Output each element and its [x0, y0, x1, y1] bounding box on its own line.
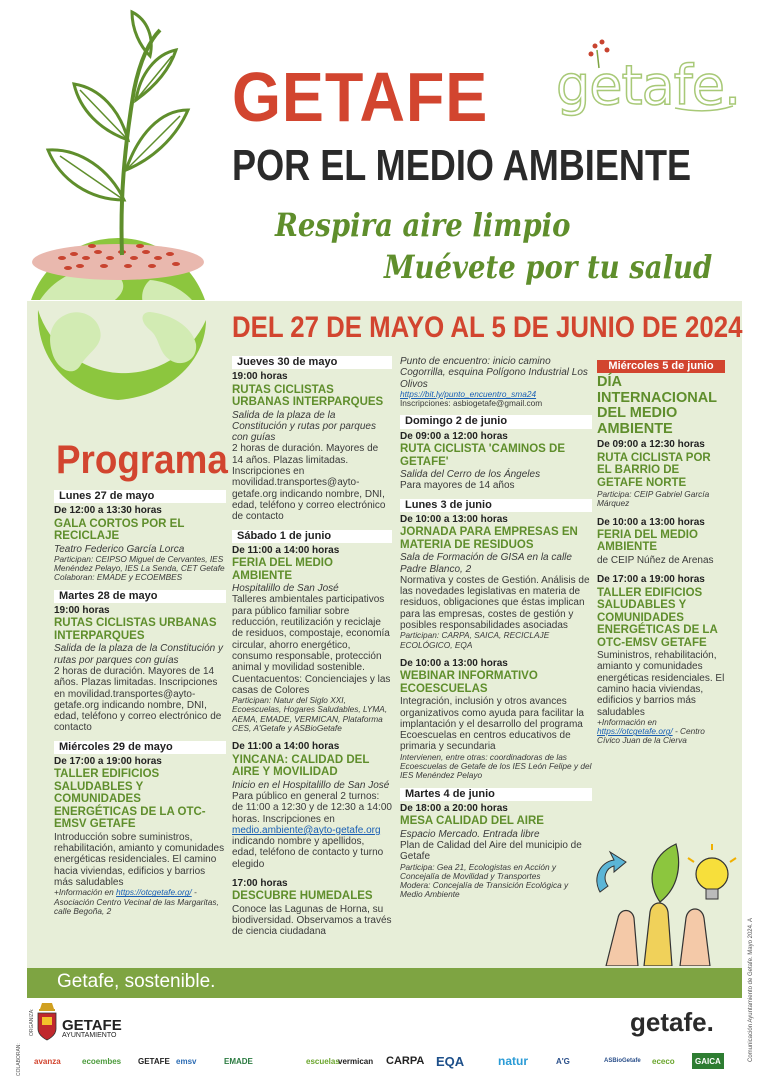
otc-link[interactable]: https://otcgetafe.org/: [597, 726, 673, 737]
spacer: [232, 733, 392, 739]
event-participants: Participa: CEIP Gabriel García Márquez: [597, 489, 710, 509]
event-description: 2 horas de duración. Mayores de 14 años. Plazas limitadas. Inscripciones en movilidad.transportes@ayto-getafe.org indicando nombre, DNI, edad, teléfono y correo electrónico de contacto: [54, 665, 222, 734]
event-description: Para mayores de 14 años: [400, 480, 515, 492]
sponsor-logo: escuelas: [306, 1056, 340, 1066]
brand-wordmark: getafe.: [556, 54, 741, 117]
credit-text: Comunicación Ayuntamiento de Getafe. Mayo 2024. A: [748, 918, 754, 1062]
info-prefix: +Información en: [54, 887, 117, 898]
event-info-link: [597, 727, 725, 746]
colaboran-label: COLABORAN:: [16, 1043, 22, 1076]
page-title: GETAFE: [232, 58, 489, 136]
event-title: FERIA DEL MEDIO AMBIENTE: [597, 528, 698, 554]
event-place: Hospitalillo de San José: [232, 583, 339, 595]
sponsor-logo: CARPA: [386, 1055, 425, 1067]
ayuntamiento-name: GETAFE: [62, 1017, 122, 1034]
event-place: Salida de la plaza de la Constitución y rutas por parques con guías: [54, 643, 223, 666]
slogan-line-2: Muévete por tu salud: [384, 248, 713, 286]
event-participants: Participan: CARPA, SAICA, RECICLAJE ECOLÓGICO, EQA: [400, 630, 550, 650]
program-column-1: [54, 490, 226, 916]
event-place: Sala de Formación de GISA en la calle Padre Blanco, 2: [400, 552, 572, 575]
event-description: Conoce las Lagunas de Horna, su biodiversidad. Observamos a través de ciencia ciudadana: [232, 903, 392, 938]
program-heading: Programa: [56, 438, 228, 482]
ayuntamiento-label: AYUNTAMIENTO: [62, 1032, 117, 1039]
spacer: [597, 566, 725, 572]
event-time: De 10:00 a 13:00 horas: [400, 657, 508, 669]
event-title: RUTA CICLISTA 'CAMINOS DE GETAFE': [400, 443, 566, 468]
event-title: RUTAS CICLISTAS URBANAS INTERPARQUES: [54, 617, 217, 642]
event-title: GALA CORTOS POR EL RECICLAJE: [54, 517, 185, 543]
event-description: Talleres ambientales participativos para público familiar sobre reducción, reutilización y reciclaje de residuos, compostaje, economía circular, ahorro energético, consumo responsable, protección animal y movilidad sostenible. Cuentacuentos: Concienciajes y las casas de Colores: [232, 594, 391, 696]
event-time: De 12:00 a 13:30 horas: [54, 505, 162, 517]
event-time: De 11:00 a 14:00 horas: [232, 741, 340, 753]
event-time: De 09:00 a 12:30 horas: [597, 439, 705, 451]
event-title: RUTAS CICLISTAS URBANAS INTERPARQUES: [232, 383, 384, 409]
coat-of-arms-icon: [36, 1003, 58, 1041]
event-info: +Información en: [597, 716, 657, 727]
event-time: De 10:00 a 13:00 horas: [597, 516, 705, 528]
event-time: De 17:00 a 19:00 horas: [54, 756, 162, 768]
event-time: 19:00 horas: [54, 605, 110, 617]
day-header: Domingo 2 de junio: [400, 415, 592, 428]
event-title: TALLER EDIFICIOS SALUDABLES Y COMUNIDADES ENERGÉTICAS DE LA OTC-EMSV GETAFE: [54, 768, 206, 831]
otc-link[interactable]: https://otcgetafe.org/: [116, 887, 192, 898]
registration-email: Inscripciones: asbiogetafe@gmail.com: [400, 398, 543, 409]
event-time: De 10:00 a 13:00 horas: [400, 513, 508, 525]
event-place: de CEIP Núñez de Arenas: [597, 554, 714, 566]
day-header: Martes 4 de junio: [400, 788, 592, 801]
organiza-label: ORGANIZA:: [29, 1008, 35, 1036]
spacer: [400, 650, 592, 656]
sponsor-logo: avanza: [34, 1056, 61, 1066]
event-description: Suministros, rehabilitación, amianto y comunidades energéticas residenciales. El camino hacia viviendas, edificios y barrios más saludables: [597, 650, 725, 718]
event-participants: Participa: Gea 21, Ecologistas en Acción y Concejalía de Movilidad y Transportes: [400, 861, 557, 881]
description-text: Para público en general 2 turnos: de 11:00 a 12:30 y de 12:30 a 14:00 horas. Inscripciones en: [232, 790, 392, 825]
day-header: Martes 28 de mayo: [54, 590, 226, 603]
program-column-2: [232, 356, 392, 938]
day-header: Jueves 30 de mayo: [232, 356, 392, 369]
info-location: - Asociación Centro Vecinal de las Margaritas, calle Begoña, 2: [54, 887, 219, 916]
day-header: Lunes 3 de junio: [400, 499, 592, 512]
band-slogan: Getafe, sostenible.: [57, 971, 216, 992]
day-header: Miércoles 29 de mayo: [54, 741, 226, 754]
event-participants: Participan: Natur del Siglo XXI, Ecoescuelas, Hogares Saludables, LYMA, AEMA, EMADE, VERMICAN, Plataforma CES, A'Getafe y ASBioGetafe: [232, 695, 388, 734]
sponsor-logo: GETAFE: [138, 1056, 170, 1066]
sponsor-logo: ececo: [652, 1056, 675, 1066]
sponsor-logo: vermican: [338, 1056, 374, 1066]
program-column-3: [400, 356, 592, 900]
event-collaborators: Colaboran: EMADE y ECOEMBES: [54, 572, 183, 583]
sponsor-logo: natur: [498, 1054, 528, 1068]
event-time: 19:00 horas: [232, 371, 288, 383]
event-info: [54, 888, 226, 916]
email-link[interactable]: medio.ambiente@ayto-getafe.org: [232, 824, 381, 836]
event-time: De 09:00 a 12:00 horas: [400, 430, 508, 442]
event-participants: Intervienen, entre otras: coordinadoras de las Ecoescuelas de Getafe de los IES León Felipe y del IES Menéndez Pelayo: [400, 751, 592, 781]
day-header: Sábado 1 de junio: [232, 530, 392, 543]
slogan-line-1: Respira aire limpio: [275, 206, 571, 244]
globe-icon: [26, 262, 216, 402]
event-description: Integración, inclusión y otros avances organizativos como ayuda para facilitar la implantación y el desarrollo del programa Ecoescuelas en centros educativos de primaria y secundaria: [400, 696, 584, 753]
description-text: indicando nombre y apellidos, edad, teléfono de contacto y turno elegido: [232, 836, 384, 870]
hands-recycling-illustration: [586, 822, 738, 966]
event-place: Salida del Cerro de los Ángeles: [400, 469, 541, 481]
sponsor-logo: A'G: [556, 1056, 570, 1066]
event-title: JORNADA PARA EMPRESAS EN MATERIA DE RESIDUOS: [400, 526, 578, 551]
day-header: Miércoles 5 de junio: [597, 360, 725, 373]
meeting-point-link[interactable]: https://bit.ly/punto_encuentro_sma24: [400, 388, 537, 399]
event-place: Salida de la plaza de la Constitución y rutas por parques con guías: [232, 409, 376, 444]
event-place: Punto de encuentro: inicio camino Cogorrilla, esquina Polígono Industrial Los Olivos: [400, 356, 588, 390]
event-place: Espacio Mercado. Entrada libre: [400, 828, 540, 840]
sponsor-logo: EMADE: [224, 1056, 253, 1066]
event-description: 2 horas de duración. Mayores de 14 años. Plazas limitadas. Inscripciones en movilidad.transportes@ayto-getafe.org indicando nombre, DNI, edad, teléfono y correo electrónico de contacto: [232, 443, 386, 523]
event-time: De 11:00 a 14:00 horas: [232, 544, 340, 556]
sponsor-logo: emsv: [176, 1056, 197, 1066]
sponsor-logo: EQA: [436, 1053, 465, 1069]
event-description: Normativa y costes de Gestión. Análisis de las novedades legislativas en materia de residuos, obligaciones que éstas implican para las empresas, costes de gestión y posibles responsabilidades asociadas: [400, 574, 590, 632]
day-title: DÍA INTERNACIONAL DEL MEDIO AMBIENTE: [597, 374, 717, 437]
event-time: 17:00 horas: [232, 877, 288, 889]
day-header: Lunes 27 de mayo: [54, 490, 226, 503]
info-location: - Centro Cívico Juan de la Cierva: [597, 726, 705, 746]
event-dates: DEL 27 DE MAYO AL 5 DE JUNIO DE 2024: [232, 311, 743, 344]
spacer: [597, 509, 725, 515]
sponsor-logo: GAICA: [692, 1053, 724, 1069]
page-subtitle: POR EL MEDIO AMBIENTE: [232, 141, 692, 190]
event-title: TALLER EDIFICIOS SALUDABLES Y COMUNIDADES ENERGÉTICAS DE LA OTC-EMSV GETAFE: [597, 586, 718, 649]
event-place: Inicio en el Hospitalillo de San José: [232, 779, 390, 791]
event-title: RUTA CICLISTA POR EL BARRIO DE GETAFE NORTE: [597, 451, 711, 489]
event-place: Teatro Federico García Lorca: [54, 543, 185, 555]
event-description: Plan de Calidad del Aire del municipio de Getafe: [400, 840, 582, 863]
spacer: [232, 870, 392, 876]
event-participants: Participan: CEIPSO Miguel de Cervantes, IES Menéndez Pelayo, IES La Senda, CET Getafe: [54, 553, 225, 574]
getafe-footer-logo: getafe.: [630, 1007, 714, 1037]
event-description: [232, 791, 392, 870]
sponsor-logo: ASBioGetafe: [604, 1058, 641, 1064]
event-moderator: Modera: Concejalía de Transición Ecológica y Medio Ambiente: [400, 880, 569, 900]
event-time: De 17:00 a 19:00 horas: [597, 574, 705, 586]
event-title: FERIA DEL MEDIO AMBIENTE: [232, 557, 333, 582]
event-title: DESCUBRE HUMEDALES: [232, 890, 373, 903]
program-column-4: [597, 360, 725, 746]
sponsor-logo: ecoembes: [82, 1056, 122, 1066]
event-title: YINCANA: CALIDAD DEL AIRE Y MOVILIDAD: [232, 753, 370, 779]
event-time: De 18:00 a 20:00 horas: [400, 802, 508, 814]
event-title: WEBINAR INFORMATIVO ECOESCUELAS: [400, 670, 538, 695]
event-title: MESA CALIDAD DEL AIRE: [400, 815, 544, 828]
event-description: Introducción sobre suministros, rehabilitación, amianto y comunidades energéticas residenciales. El camino hacia viviendas, edificios y barrios más saludables: [54, 831, 225, 889]
